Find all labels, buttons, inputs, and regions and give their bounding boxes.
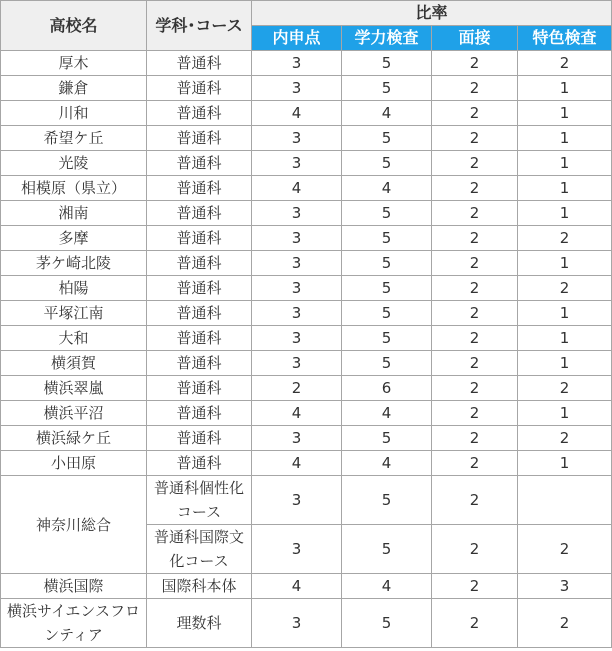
tokushoku-value: 1 — [518, 451, 612, 476]
school-name: 川和 — [1, 101, 147, 126]
table-row — [1, 176, 612, 201]
mensetsu-value: 2 — [432, 176, 518, 201]
course-name: 理数科 — [147, 599, 252, 648]
tokushoku-value: 1 — [518, 326, 612, 351]
table-row — [1, 151, 612, 176]
tokushoku-value: 1 — [518, 76, 612, 101]
header-gakuryoku: 学力検査 — [342, 26, 432, 51]
school-name: 鎌倉 — [1, 76, 147, 101]
naishin-value: 4 — [252, 176, 342, 201]
header-ratio: 比率 — [252, 1, 612, 26]
tokushoku-value: 2 — [518, 226, 612, 251]
tokushoku-value: 1 — [518, 126, 612, 151]
table-row — [1, 599, 612, 648]
table-row — [1, 251, 612, 276]
gakuryoku-value: 5 — [342, 76, 432, 101]
mensetsu-value: 2 — [432, 101, 518, 126]
mensetsu-value: 2 — [432, 251, 518, 276]
school-name: 相模原（県立） — [1, 176, 147, 201]
mensetsu-value: 2 — [432, 376, 518, 401]
gakuryoku-value: 4 — [342, 176, 432, 201]
table-row — [1, 401, 612, 426]
header-school: 高校名 — [1, 1, 147, 51]
course-label: 普通科個性化コース — [153, 479, 244, 521]
header-naishin: 内申点 — [252, 26, 342, 51]
school-name: 希望ケ丘 — [1, 126, 147, 151]
school-name — [1, 599, 147, 648]
mensetsu-value: 2 — [432, 51, 518, 76]
school-name: 多摩 — [1, 226, 147, 251]
gakuryoku-value: 5 — [342, 276, 432, 301]
school-label: 横浜サイエンスフロンティア — [7, 602, 140, 644]
course-name: 普通科 — [147, 401, 252, 426]
naishin-value: 3 — [252, 126, 342, 151]
course-name: 普通科 — [147, 451, 252, 476]
table-row — [1, 201, 612, 226]
school-name: 光陵 — [1, 151, 147, 176]
course-name: 普通科 — [147, 426, 252, 451]
table-row — [1, 76, 612, 101]
table-row — [1, 476, 612, 525]
gakuryoku-value: 5 — [342, 351, 432, 376]
naishin-value: 4 — [252, 574, 342, 599]
table-row — [1, 574, 612, 599]
naishin-value: 3 — [252, 151, 342, 176]
header-mensetsu: 面接 — [432, 26, 518, 51]
gakuryoku-value: 5 — [342, 525, 432, 574]
school-name-kanagawa: 神奈川総合 — [1, 476, 147, 574]
naishin-value: 3 — [252, 426, 342, 451]
header-course: 学科･コース — [147, 1, 252, 51]
tokushoku-value — [518, 476, 612, 525]
header-tokushoku: 特色検査 — [518, 26, 612, 51]
table-row — [1, 276, 612, 301]
mensetsu-value: 2 — [432, 401, 518, 426]
gakuryoku-value: 6 — [342, 376, 432, 401]
mensetsu-value: 2 — [432, 76, 518, 101]
school-name: 横浜翠嵐 — [1, 376, 147, 401]
mensetsu-value: 2 — [432, 201, 518, 226]
naishin-value: 3 — [252, 326, 342, 351]
tokushoku-value: 1 — [518, 251, 612, 276]
school-name: 横浜緑ケ丘 — [1, 426, 147, 451]
naishin-value: 3 — [252, 276, 342, 301]
gakuryoku-value: 5 — [342, 126, 432, 151]
gakuryoku-value: 5 — [342, 326, 432, 351]
school-name: 横須賀 — [1, 351, 147, 376]
gakuryoku-value: 5 — [342, 301, 432, 326]
school-name: 厚木 — [1, 51, 147, 76]
school-name: 柏陽 — [1, 276, 147, 301]
course-name: 普通科 — [147, 376, 252, 401]
naishin-value: 4 — [252, 401, 342, 426]
gakuryoku-value: 5 — [342, 251, 432, 276]
school-name: 大和 — [1, 326, 147, 351]
gakuryoku-value: 5 — [342, 151, 432, 176]
tokushoku-value: 3 — [518, 574, 612, 599]
naishin-value: 3 — [252, 251, 342, 276]
naishin-value: 3 — [252, 599, 342, 648]
table-row — [1, 51, 612, 76]
mensetsu-value: 2 — [432, 476, 518, 525]
mensetsu-value: 2 — [432, 301, 518, 326]
tokushoku-value: 1 — [518, 301, 612, 326]
gakuryoku-value: 4 — [342, 451, 432, 476]
table-row — [1, 101, 612, 126]
gakuryoku-value: 4 — [342, 401, 432, 426]
tokushoku-value: 1 — [518, 351, 612, 376]
school-name: 湘南 — [1, 201, 147, 226]
table-row — [1, 376, 612, 401]
mensetsu-value: 2 — [432, 426, 518, 451]
mensetsu-value: 2 — [432, 151, 518, 176]
gakuryoku-value: 4 — [342, 574, 432, 599]
naishin-value: 2 — [252, 376, 342, 401]
tokushoku-value: 2 — [518, 599, 612, 648]
gakuryoku-value: 4 — [342, 101, 432, 126]
table-body — [1, 51, 612, 648]
course-name: 普通科 — [147, 351, 252, 376]
gakuryoku-value: 5 — [342, 476, 432, 525]
course-name: 普通科 — [147, 51, 252, 76]
course-name: 普通科 — [147, 201, 252, 226]
table-row — [1, 351, 612, 376]
table-row — [1, 126, 612, 151]
gakuryoku-value: 5 — [342, 51, 432, 76]
table-row — [1, 451, 612, 476]
course-label: 普通科国際文化コース — [153, 528, 244, 570]
course-name: 普通科 — [147, 151, 252, 176]
tokushoku-value: 1 — [518, 201, 612, 226]
tokushoku-value: 2 — [518, 276, 612, 301]
naishin-value: 3 — [252, 476, 342, 525]
naishin-value: 3 — [252, 301, 342, 326]
mensetsu-value: 2 — [432, 226, 518, 251]
course-name — [147, 476, 252, 525]
mensetsu-value: 2 — [432, 126, 518, 151]
course-name: 普通科 — [147, 251, 252, 276]
gakuryoku-value: 5 — [342, 201, 432, 226]
mensetsu-value: 2 — [432, 599, 518, 648]
course-name — [147, 525, 252, 574]
naishin-value: 3 — [252, 525, 342, 574]
table-row — [1, 426, 612, 451]
gakuryoku-value: 5 — [342, 426, 432, 451]
tokushoku-value: 2 — [518, 376, 612, 401]
mensetsu-value: 2 — [432, 351, 518, 376]
school-name: 平塚江南 — [1, 301, 147, 326]
mensetsu-value: 2 — [432, 525, 518, 574]
mensetsu-value: 2 — [432, 276, 518, 301]
naishin-value: 3 — [252, 201, 342, 226]
mensetsu-value: 2 — [432, 574, 518, 599]
course-name: 普通科 — [147, 301, 252, 326]
school-name: 横浜国際 — [1, 574, 147, 599]
tokushoku-value: 1 — [518, 176, 612, 201]
school-name: 小田原 — [1, 451, 147, 476]
school-name: 横浜平沼 — [1, 401, 147, 426]
tokushoku-value: 1 — [518, 401, 612, 426]
tokushoku-value: 2 — [518, 51, 612, 76]
naishin-value: 3 — [252, 51, 342, 76]
course-name: 普通科 — [147, 226, 252, 251]
naishin-value: 3 — [252, 226, 342, 251]
gakuryoku-value: 5 — [342, 226, 432, 251]
course-name: 普通科 — [147, 326, 252, 351]
naishin-value: 4 — [252, 101, 342, 126]
course-name: 国際科本体 — [147, 574, 252, 599]
naishin-value: 3 — [252, 351, 342, 376]
course-name: 普通科 — [147, 76, 252, 101]
naishin-value: 3 — [252, 76, 342, 101]
mensetsu-value: 2 — [432, 326, 518, 351]
gakuryoku-value: 5 — [342, 599, 432, 648]
naishin-value: 4 — [252, 451, 342, 476]
course-name: 普通科 — [147, 101, 252, 126]
table-row — [1, 226, 612, 251]
tokushoku-value: 2 — [518, 426, 612, 451]
course-name: 普通科 — [147, 276, 252, 301]
school-name: 茅ケ崎北陵 — [1, 251, 147, 276]
table-row — [1, 301, 612, 326]
course-name: 普通科 — [147, 126, 252, 151]
tokushoku-value: 1 — [518, 101, 612, 126]
table-row — [1, 326, 612, 351]
tokushoku-value: 1 — [518, 151, 612, 176]
tokushoku-value: 2 — [518, 525, 612, 574]
mensetsu-value: 2 — [432, 451, 518, 476]
course-name: 普通科 — [147, 176, 252, 201]
